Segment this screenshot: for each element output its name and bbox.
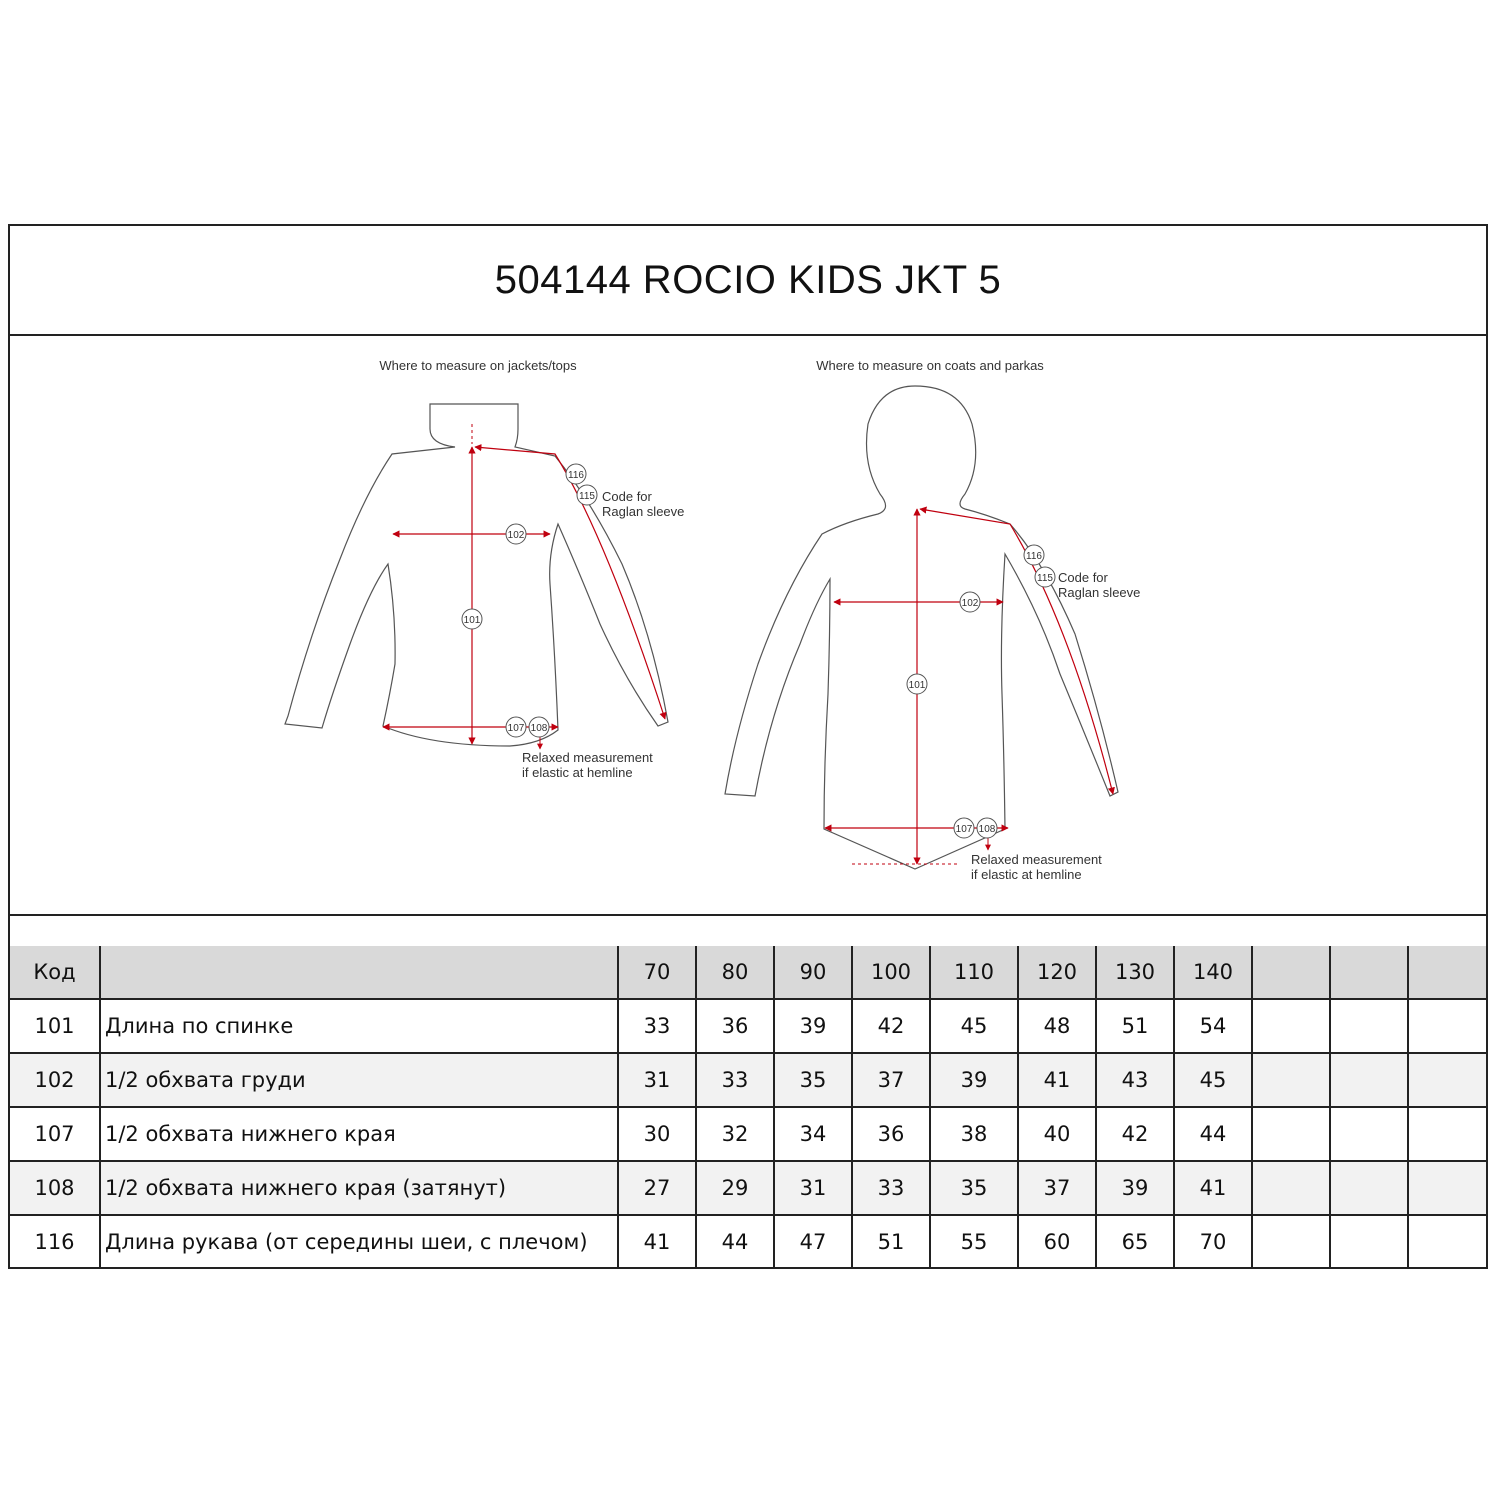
row-value: 33 (852, 1161, 930, 1215)
diagram-canvas (10, 334, 1486, 912)
jacket-code-116 (566, 464, 586, 484)
row-value (1408, 1161, 1486, 1215)
row-value: 35 (930, 1161, 1018, 1215)
row-value: 70 (1174, 1215, 1252, 1268)
jacket-outline-icon (285, 404, 668, 746)
row-value: 54 (1174, 999, 1252, 1053)
row-value (1330, 1107, 1408, 1161)
row-value: 36 (696, 999, 774, 1053)
jacket-code-102 (506, 524, 526, 544)
row-code: 108 (10, 1161, 100, 1215)
jacket-caption: Where to measure on jackets/tops (379, 358, 577, 373)
table-row (10, 999, 1486, 1053)
jacket-code-115 (577, 485, 597, 505)
row-value (1330, 1161, 1408, 1215)
code-header: Код (10, 946, 100, 999)
parka-outline-icon (725, 386, 1118, 869)
row-value: 39 (930, 1053, 1018, 1107)
svg-text:101: 101 (908, 680, 926, 691)
row-desc: Длина рукава (от середины шеи, с плечом) (100, 1215, 618, 1268)
size-header: 70 (618, 946, 696, 999)
parka-raglan-note-1: Code for (1058, 570, 1108, 585)
size-header: 120 (1018, 946, 1096, 999)
row-value: 48 (1018, 999, 1096, 1053)
row-value (1252, 1053, 1330, 1107)
row-value: 43 (1096, 1053, 1174, 1107)
table-row (10, 1053, 1486, 1107)
row-value: 38 (930, 1107, 1018, 1161)
parka-code-102 (960, 592, 980, 612)
row-value: 27 (618, 1161, 696, 1215)
parka-relaxed-note-2: if elastic at hemline (971, 867, 1082, 882)
row-value (1408, 1053, 1486, 1107)
size-header (1252, 946, 1330, 999)
row-value: 37 (852, 1053, 930, 1107)
size-header: 100 (852, 946, 930, 999)
table-header-row (10, 946, 1486, 999)
row-code: 102 (10, 1053, 100, 1107)
row-value: 51 (1096, 999, 1174, 1053)
size-header: 90 (774, 946, 852, 999)
row-value: 44 (696, 1215, 774, 1268)
row-value: 30 (618, 1107, 696, 1161)
parka-relaxed-note-1: Relaxed measurement (971, 852, 1102, 867)
row-value: 41 (618, 1215, 696, 1268)
row-value (1330, 999, 1408, 1053)
jacket-code-108 (529, 717, 549, 737)
measurement-diagrams (10, 334, 1486, 916)
title-box (10, 226, 1486, 336)
row-value: 51 (852, 1215, 930, 1268)
row-value: 36 (852, 1107, 930, 1161)
parka-raglan-note-2: Raglan sleeve (1058, 585, 1141, 600)
parka-code-115 (1035, 567, 1055, 587)
row-value: 45 (930, 999, 1018, 1053)
row-code: 101 (10, 999, 100, 1053)
jacket-relaxed-note-1: Relaxed measurement (522, 750, 653, 765)
size-chart-sheet (8, 224, 1488, 1269)
row-desc: 1/2 обхвата нижнего края (затянут) (100, 1161, 618, 1215)
jacket-code-101 (462, 609, 482, 629)
row-value: 65 (1096, 1215, 1174, 1268)
size-header (1330, 946, 1408, 999)
row-value: 41 (1018, 1053, 1096, 1107)
row-value (1252, 1161, 1330, 1215)
row-value (1252, 999, 1330, 1053)
jacket-raglan-note-2: Raglan sleeve (602, 504, 685, 519)
parka-diagram (725, 358, 1140, 882)
row-value: 45 (1174, 1053, 1252, 1107)
parka-code-116 (1024, 545, 1044, 565)
row-value (1330, 1053, 1408, 1107)
svg-text:102: 102 (961, 598, 979, 609)
table-row (10, 1215, 1486, 1268)
jacket-diagram (285, 358, 684, 780)
size-header: 110 (930, 946, 1018, 999)
svg-text:107: 107 (507, 723, 525, 734)
parka-caption: Where to measure on coats and parkas (816, 358, 1044, 373)
svg-text:108: 108 (530, 723, 548, 734)
row-code: 107 (10, 1107, 100, 1161)
row-value (1252, 1107, 1330, 1161)
svg-text:108: 108 (978, 824, 996, 835)
row-code: 116 (10, 1215, 100, 1268)
size-table (10, 946, 1486, 1268)
row-value (1408, 1107, 1486, 1161)
svg-text:115: 115 (579, 491, 595, 502)
row-value: 47 (774, 1215, 852, 1268)
svg-text:107: 107 (955, 824, 973, 835)
row-value: 44 (1174, 1107, 1252, 1161)
size-header: 130 (1096, 946, 1174, 999)
row-value: 42 (1096, 1107, 1174, 1161)
svg-text:116: 116 (1026, 551, 1042, 562)
row-value: 41 (1174, 1161, 1252, 1215)
table-row (10, 1161, 1486, 1215)
size-header: 80 (696, 946, 774, 999)
svg-text:115: 115 (1037, 573, 1053, 584)
jacket-code-107 (506, 717, 526, 737)
size-header (1408, 946, 1486, 999)
row-value: 55 (930, 1215, 1018, 1268)
parka-code-107 (954, 818, 974, 838)
jacket-relaxed-note-2: if elastic at hemline (522, 765, 633, 780)
row-value: 32 (696, 1107, 774, 1161)
row-value: 39 (1096, 1161, 1174, 1215)
row-desc: 1/2 обхвата нижнего края (100, 1107, 618, 1161)
desc-header (100, 946, 618, 999)
spacer-row (10, 916, 1486, 948)
row-value (1408, 1215, 1486, 1268)
row-value: 29 (696, 1161, 774, 1215)
row-value: 34 (774, 1107, 852, 1161)
row-value: 31 (774, 1161, 852, 1215)
svg-text:116: 116 (568, 470, 584, 481)
row-value: 35 (774, 1053, 852, 1107)
row-value (1408, 999, 1486, 1053)
row-value: 39 (774, 999, 852, 1053)
row-value: 31 (618, 1053, 696, 1107)
jacket-raglan-note-1: Code for (602, 489, 652, 504)
svg-text:102: 102 (507, 530, 525, 541)
row-value: 60 (1018, 1215, 1096, 1268)
row-value (1330, 1215, 1408, 1268)
row-value (1252, 1215, 1330, 1268)
size-header: 140 (1174, 946, 1252, 999)
row-value: 37 (1018, 1161, 1096, 1215)
row-value: 40 (1018, 1107, 1096, 1161)
page-title: 504144 ROCIO KIDS JKT 5 (494, 257, 1002, 302)
table-row (10, 1107, 1486, 1161)
svg-text:101: 101 (463, 615, 481, 626)
row-desc: 1/2 обхвата груди (100, 1053, 618, 1107)
row-value: 33 (696, 1053, 774, 1107)
parka-code-108 (977, 818, 997, 838)
parka-code-101 (907, 674, 927, 694)
row-desc: Длина по спинке (100, 999, 618, 1053)
row-value: 42 (852, 999, 930, 1053)
row-value: 33 (618, 999, 696, 1053)
